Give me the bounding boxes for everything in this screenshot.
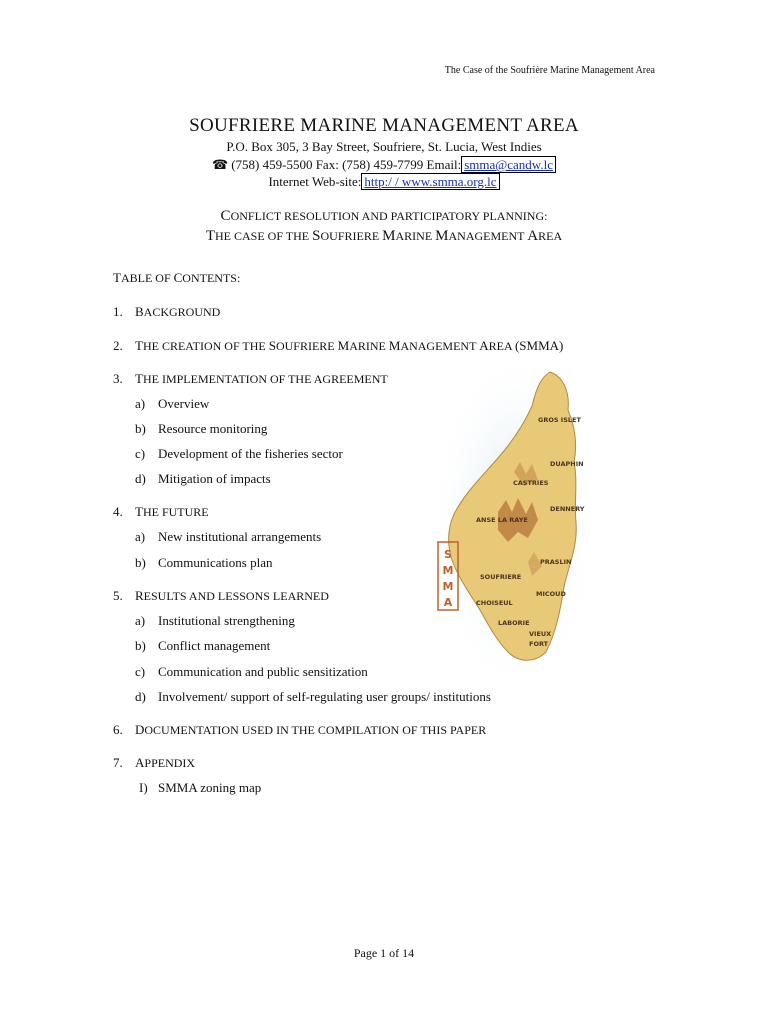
section-cap: R (135, 588, 144, 603)
toc-number: 6. (113, 722, 123, 737)
subtitle-text: ONFLICT RESOLUTION AND PARTICIPATORY PLANNING: (230, 209, 548, 223)
toc-letter: b) (135, 555, 146, 570)
toc-heading-text: ABLE OF (120, 271, 174, 285)
subtitle-cap: A (527, 228, 539, 244)
subtitle-line-2 (0, 228, 768, 245)
org-contact-line (0, 157, 768, 173)
section-cap: T (135, 338, 143, 353)
map-label-gros-islet: GROS ISLET (538, 416, 581, 424)
subtitle-cap: M (435, 228, 449, 244)
toc-heading-text: ONTENTS: (182, 271, 241, 285)
map-label-vieux: VIEUX (529, 630, 552, 638)
toc-item-resource-monitoring[interactable]: Resource monitoring (158, 421, 268, 436)
subtitle-line-1 (0, 208, 768, 225)
toc-number: 4. (113, 504, 123, 519)
website-link[interactable]: http:/ / www.smma.org.lc (361, 173, 499, 190)
toc-item-institutional-arrangements[interactable]: New institutional arrangements (158, 529, 322, 544)
toc-section-results[interactable] (135, 588, 329, 604)
toc-letter: d) (135, 689, 146, 704)
section-text: ARINE (349, 339, 389, 353)
toc-number: 1. (113, 304, 123, 319)
toc-item-communication[interactable]: Communication and public sensitization (158, 664, 368, 679)
phone-fax: (758) 459-5500 Fax: (758) 459-7799 Email: (231, 157, 462, 172)
map-label-praslin: PRASLIN (540, 558, 572, 566)
org-title: SOUFRIERE MARINE MANAGEMENT AREA (189, 115, 579, 136)
section-text: HE FUTURE (142, 505, 209, 519)
map-label-soufriere: SOUFRIERE (480, 573, 522, 581)
subtitle-text: HE CASE OF THE (215, 229, 313, 243)
section-cap: A (479, 338, 489, 353)
section-text: PPENDIX (144, 756, 196, 770)
page-number: Page 1 of 14 (353, 946, 415, 960)
island-map-illustration (428, 362, 588, 682)
toc-heading-cap: C (173, 270, 183, 285)
smma-letter: M (442, 564, 454, 577)
toc-section-creation[interactable] (135, 338, 563, 354)
subtitle-text: ANAGEMENT (448, 229, 528, 243)
smma-letter: A (443, 596, 453, 609)
toc-letter: d) (135, 471, 146, 486)
subtitle-cap: S (312, 228, 321, 244)
section-cap: T (135, 504, 143, 519)
map-label-choiseul: CHOISEUL (476, 599, 513, 607)
toc-number: 7. (113, 755, 123, 770)
toc-letter: a) (135, 529, 146, 544)
toc-section-future[interactable] (135, 504, 209, 520)
section-text: (SMMA) (514, 338, 564, 353)
map-label-dauphin: DUAPHIN (550, 460, 584, 468)
toc-section-documentation[interactable] (135, 722, 486, 738)
section-cap: T (135, 371, 143, 386)
toc-letter: a) (135, 396, 146, 411)
subtitle-text: ARINE (395, 229, 436, 243)
telephone-icon: ☎ (212, 157, 229, 172)
toc-item-zoning-map[interactable]: SMMA zoning map (158, 780, 262, 795)
toc-item-user-groups[interactable]: Involvement/ support of self-regulating user groups/ institutions (158, 689, 491, 704)
toc-number: 2. (113, 338, 123, 353)
section-text: ACKGROUND (143, 305, 221, 319)
map-label-fort: FORT (529, 640, 549, 648)
section-cap: M (388, 338, 401, 353)
toc-item-communications-plan[interactable]: Communications plan (158, 555, 273, 570)
section-cap: D (135, 722, 145, 737)
section-text: HE IMPLEMENTATION OF THE AGREEMENT (142, 372, 388, 386)
toc-heading-cap: T (113, 270, 121, 285)
section-cap: B (135, 304, 144, 319)
smma-letter: M (442, 580, 454, 593)
section-cap: M (337, 338, 350, 353)
toc-number: 5. (113, 588, 123, 603)
toc-letter: I) (139, 780, 148, 795)
toc-item-overview[interactable]: Overview (158, 396, 210, 411)
section-text: ANAGEMENT (400, 339, 480, 353)
section-text: OCUMENTATION USED IN THE COMPILATION OF THIS PAPER (144, 723, 487, 737)
section-text: HE CREATION OF THE (142, 339, 269, 353)
toc-letter: a) (135, 613, 146, 628)
toc-letter: b) (135, 638, 146, 653)
subtitle-cap: T (205, 228, 216, 244)
map-label-anse-la-raye: ANSE LA RAYE (476, 516, 528, 524)
subtitle-text: REA (538, 229, 563, 243)
subtitle-cap: M (382, 228, 396, 244)
toc-item-institutional-strengthening[interactable]: Institutional strengthening (158, 613, 295, 628)
toc-number: 3. (113, 371, 123, 386)
toc-section-background[interactable] (135, 304, 220, 320)
map-label-dennery: DENNERY (550, 505, 585, 513)
subtitle-text: OUFRIERE (320, 229, 383, 243)
running-head: The Case of the Soufrière Marine Management Area (444, 65, 655, 76)
toc-section-appendix[interactable] (135, 755, 195, 771)
org-address: P.O. Box 305, 3 Bay Street, Soufriere, St. Lucia, West Indies (226, 139, 542, 154)
map-label-laborie: LABORIE (498, 619, 530, 627)
email-link[interactable]: smma@candw.lc (461, 156, 556, 173)
section-text: REA (488, 339, 515, 353)
section-text: OUFRIERE (275, 339, 338, 353)
st-lucia-map (428, 362, 588, 687)
smma-letter: S (444, 548, 452, 561)
section-text: ESULTS AND LESSONS LEARNED (143, 589, 329, 603)
map-label-castries: CASTRIES (513, 479, 549, 487)
toc-item-mitigation[interactable]: Mitigation of impacts (158, 471, 271, 486)
toc-letter: b) (135, 421, 146, 436)
toc-letter: c) (135, 664, 146, 679)
section-cap: S (268, 338, 276, 353)
map-label-micoud: MICOUD (536, 590, 566, 598)
subtitle-cap: C (220, 208, 231, 224)
toc-letter: c) (135, 446, 146, 461)
toc-item-conflict-management[interactable]: Conflict management (158, 638, 271, 653)
website-line (0, 174, 768, 190)
toc-heading (113, 270, 240, 286)
toc-item-fisheries[interactable]: Development of the fisheries sector (158, 446, 343, 461)
section-cap: A (135, 755, 145, 770)
website-label: Internet Web-site: (268, 174, 362, 189)
toc-section-implementation[interactable] (135, 371, 388, 387)
